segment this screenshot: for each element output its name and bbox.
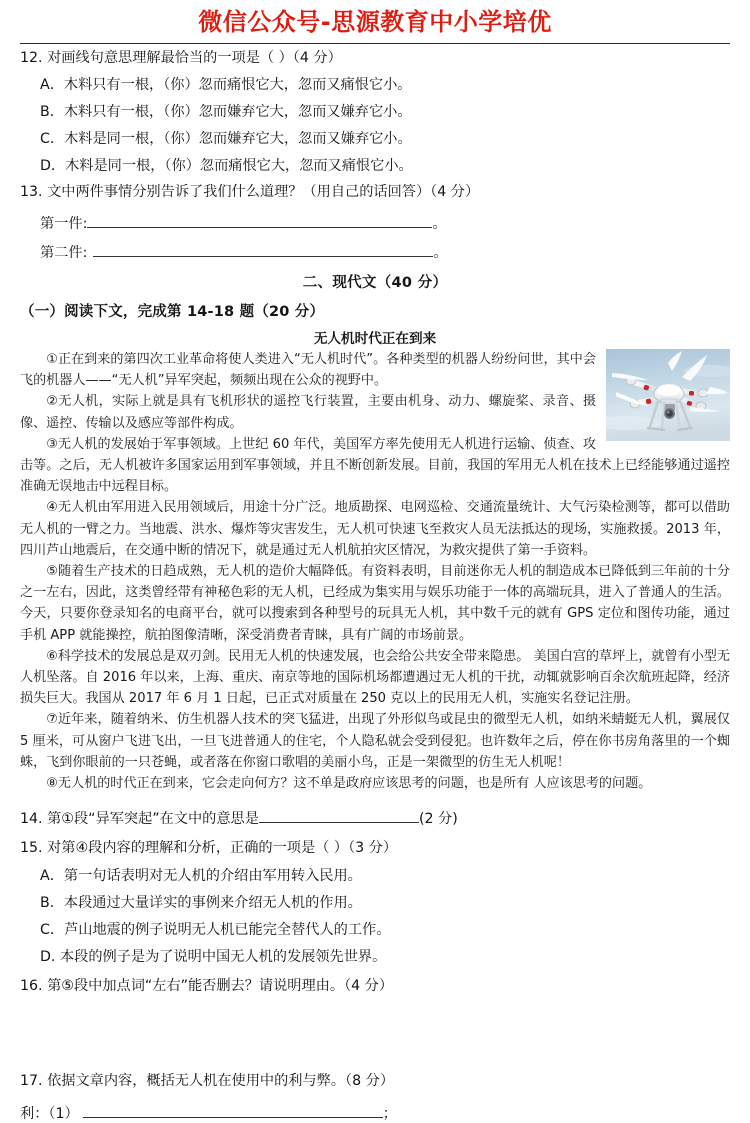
article-title: 无人机时代正在到来 (313, 331, 437, 348)
question-15-stem: 15. 对第④段内容的理解和分析，正确的一项是（ ）（3 分） (20, 840, 398, 857)
lower-question-block (20, 808, 730, 1123)
question-12-option-a[interactable]: A．木料只有一根，（你）忽而痛恨它大，忽而又痛恨它小。 (40, 77, 412, 94)
article-paragraph-8: ⑧无人机的时代正在到来，它会走向何方？这不单是政府应该思考的问题，也是所有 人应该思考的问题。 (46, 776, 652, 792)
question-14-prefix: 14. 第①段“异军突起”在文中的意思是 (20, 811, 259, 828)
question-17-answer-row-1 (20, 1103, 730, 1123)
drone-illustration (606, 349, 730, 441)
question-12-option-c[interactable]: C．木料是同一根，（你）忽而嫌弃它大，忽而又嫌弃它小。 (40, 131, 412, 148)
question-13-blank-1 (20, 213, 730, 233)
article-paragraph-1: ①正在到来的第四次工业革命将使人类进入“无人机时代”。各种类型的机器人纷纷问世，其中会飞的机器人——“无人机”异军突起，频频出现在公众的视野中。 (20, 352, 596, 389)
question-13-blank-1-label: 第一件: (40, 216, 88, 233)
question-13-stem: 13. 文中两件事情分别告诉了我们什么道理？（用自己的话回答）（4 分） (20, 184, 480, 201)
watermark-banner (20, 0, 730, 39)
question-16-answer-area[interactable] (20, 997, 730, 1071)
section-2-title: 二、现代文（40 分） (302, 275, 448, 292)
question-12-option-b[interactable]: B．木料只有一根，（你）忽而嫌弃它大，忽而又嫌弃它小。 (40, 104, 412, 121)
article-body (20, 349, 730, 794)
question-14-points: (2 分) (418, 811, 458, 828)
article-paragraph-5: ⑤随着生产技术的日趋成熟，无人机的造价大幅降低。有资料表明，目前迷你无人机的制造成本已降低到三年前的十分之一左右，因此，这类曾经带有神秘色彩的无人机，已经成为集实用与娱乐功能于一体的高端玩具，进入了普通人的生活。今天，只要你登录知名的电商平台，就可以搜索到各种型号的玩具无人机，其中数千元的就有 GPS 定位和图传功能，通过手机 APP 就能操控，航拍图像清晰，深受消费者青睐，具有广阔的市场前景。 (20, 564, 730, 643)
question-12-stem: 12. 对画线句意思理解最恰当的一项是（ ）（4 分） (20, 49, 342, 66)
article-paragraph-7: ⑦近年来，随着纳米、仿生机器人技术的突飞猛进，出现了外形似鸟或昆虫的微型无人机，如纳米蜻蜓无人机，翼展仅 5 厘米，可从窗户飞进飞出，一旦飞进普通人的住宅，个人隐私就会受到侵犯。也许数年之后，停在你书房角落里的一个蜘蛛，飞到你眼前的一只苍蝇，或者落在你窗口歌唱的美丽小鸟，正是一架微型的仿生无人机呢！ (20, 712, 730, 770)
question-13-blank-1-tail: 。 (432, 216, 447, 233)
article-paragraph-2: ②无人机，实际上就是具有飞机形状的遥控飞行装置，主要由机身、动力、螺旋桨、录音、摄像、遥控、传输以及感应等部件构成。 (20, 394, 596, 431)
question-15-option-b[interactable]: B．本段通过大量详实的事例来介绍无人机的作用。 (40, 894, 362, 911)
question-14-blank-line[interactable] (259, 809, 419, 823)
question-13-blank-2-line[interactable] (93, 243, 433, 257)
question-13-blank-2-label: 第二件: (40, 245, 88, 262)
article-paragraph-3: ③无人机的发展始于军事领域。上世纪 60 年代，美国军方率先使用无人机进行运输、侦查、攻击等。之后，无人机被许多国家运用到军事领域，并且不断创新发展。目前，我国的军用无人机在技术上已经能够通过遥控准确无误地击中远程目标。 (20, 436, 730, 495)
question-17-answer-label: 利：（1） (20, 1106, 79, 1123)
question-14 (20, 808, 730, 828)
question-15-option-d[interactable]: D. 本段的例子是为了说明中国无人机的发展领先世界。 (40, 948, 387, 965)
question-15-option-c[interactable]: C．芦山地震的例子说明无人机已能完全替代人的工作。 (40, 921, 391, 938)
question-17-blank-line-1[interactable] (83, 1104, 383, 1118)
question-17-stem: 17. 依据文章内容，概括无人机在使用中的利与弊。（8 分） (20, 1073, 395, 1090)
question-12-option-d[interactable]: D．木料是同一根，（你）忽而痛恨它大，忽而又痛恨它小。 (40, 158, 413, 175)
question-13-blank-1-line[interactable] (87, 214, 432, 228)
question-16-stem: 16. 第⑤段中加点词“左右”能否删去？请说明理由。（4 分） (20, 977, 394, 994)
drone-photo (606, 349, 730, 441)
article-paragraph-6: ⑥科学技术的发展总是双刃剑。民用无人机的快速发展，也会给公共安全带来隐患。 美国白宫的草坪上，就曾有小型无人机坠落。自 2016 年以来，上海、重庆、南京等地的国际机场都遭遇过无人机的干扰，动辄就影响百余次航班起降，经济损失巨大。我国从 2017 年 6 月 1 日起，已正式对质量在 250 克以上的民用无人机，实施实名登记注册。 (20, 648, 730, 707)
question-13-blank-2-tail: 。 (433, 245, 448, 262)
banner-title: 微信公众号-思源教育中小学培优 (198, 8, 552, 36)
question-13-blank-2 (20, 242, 730, 262)
question-17-answer-tail: ； (382, 1106, 397, 1123)
header-divider (20, 43, 730, 44)
article-paragraph-4: ④无人机由军用进入民用领域后，用途十分广泛。地质勘探、电网巡检、交通流量统计、大气污染检测等，都可以借助无人机的一臂之力。当地震、洪水、爆炸等灾害发生，无人机可快速飞至救灾人员无法抵达的现场，实施救援。2013 年，四川芦山地震后，在交通中断的情况下，就是通过无人机航拍灾区情况，为救灾提供了第一手资料。 (20, 500, 730, 558)
question-15-option-a[interactable]: A．第一句话表明对无人机的介绍由军用转入民用。 (40, 867, 362, 884)
section-2-subtitle: （一）阅读下文，完成第 14-18 题（20 分） (20, 304, 325, 321)
